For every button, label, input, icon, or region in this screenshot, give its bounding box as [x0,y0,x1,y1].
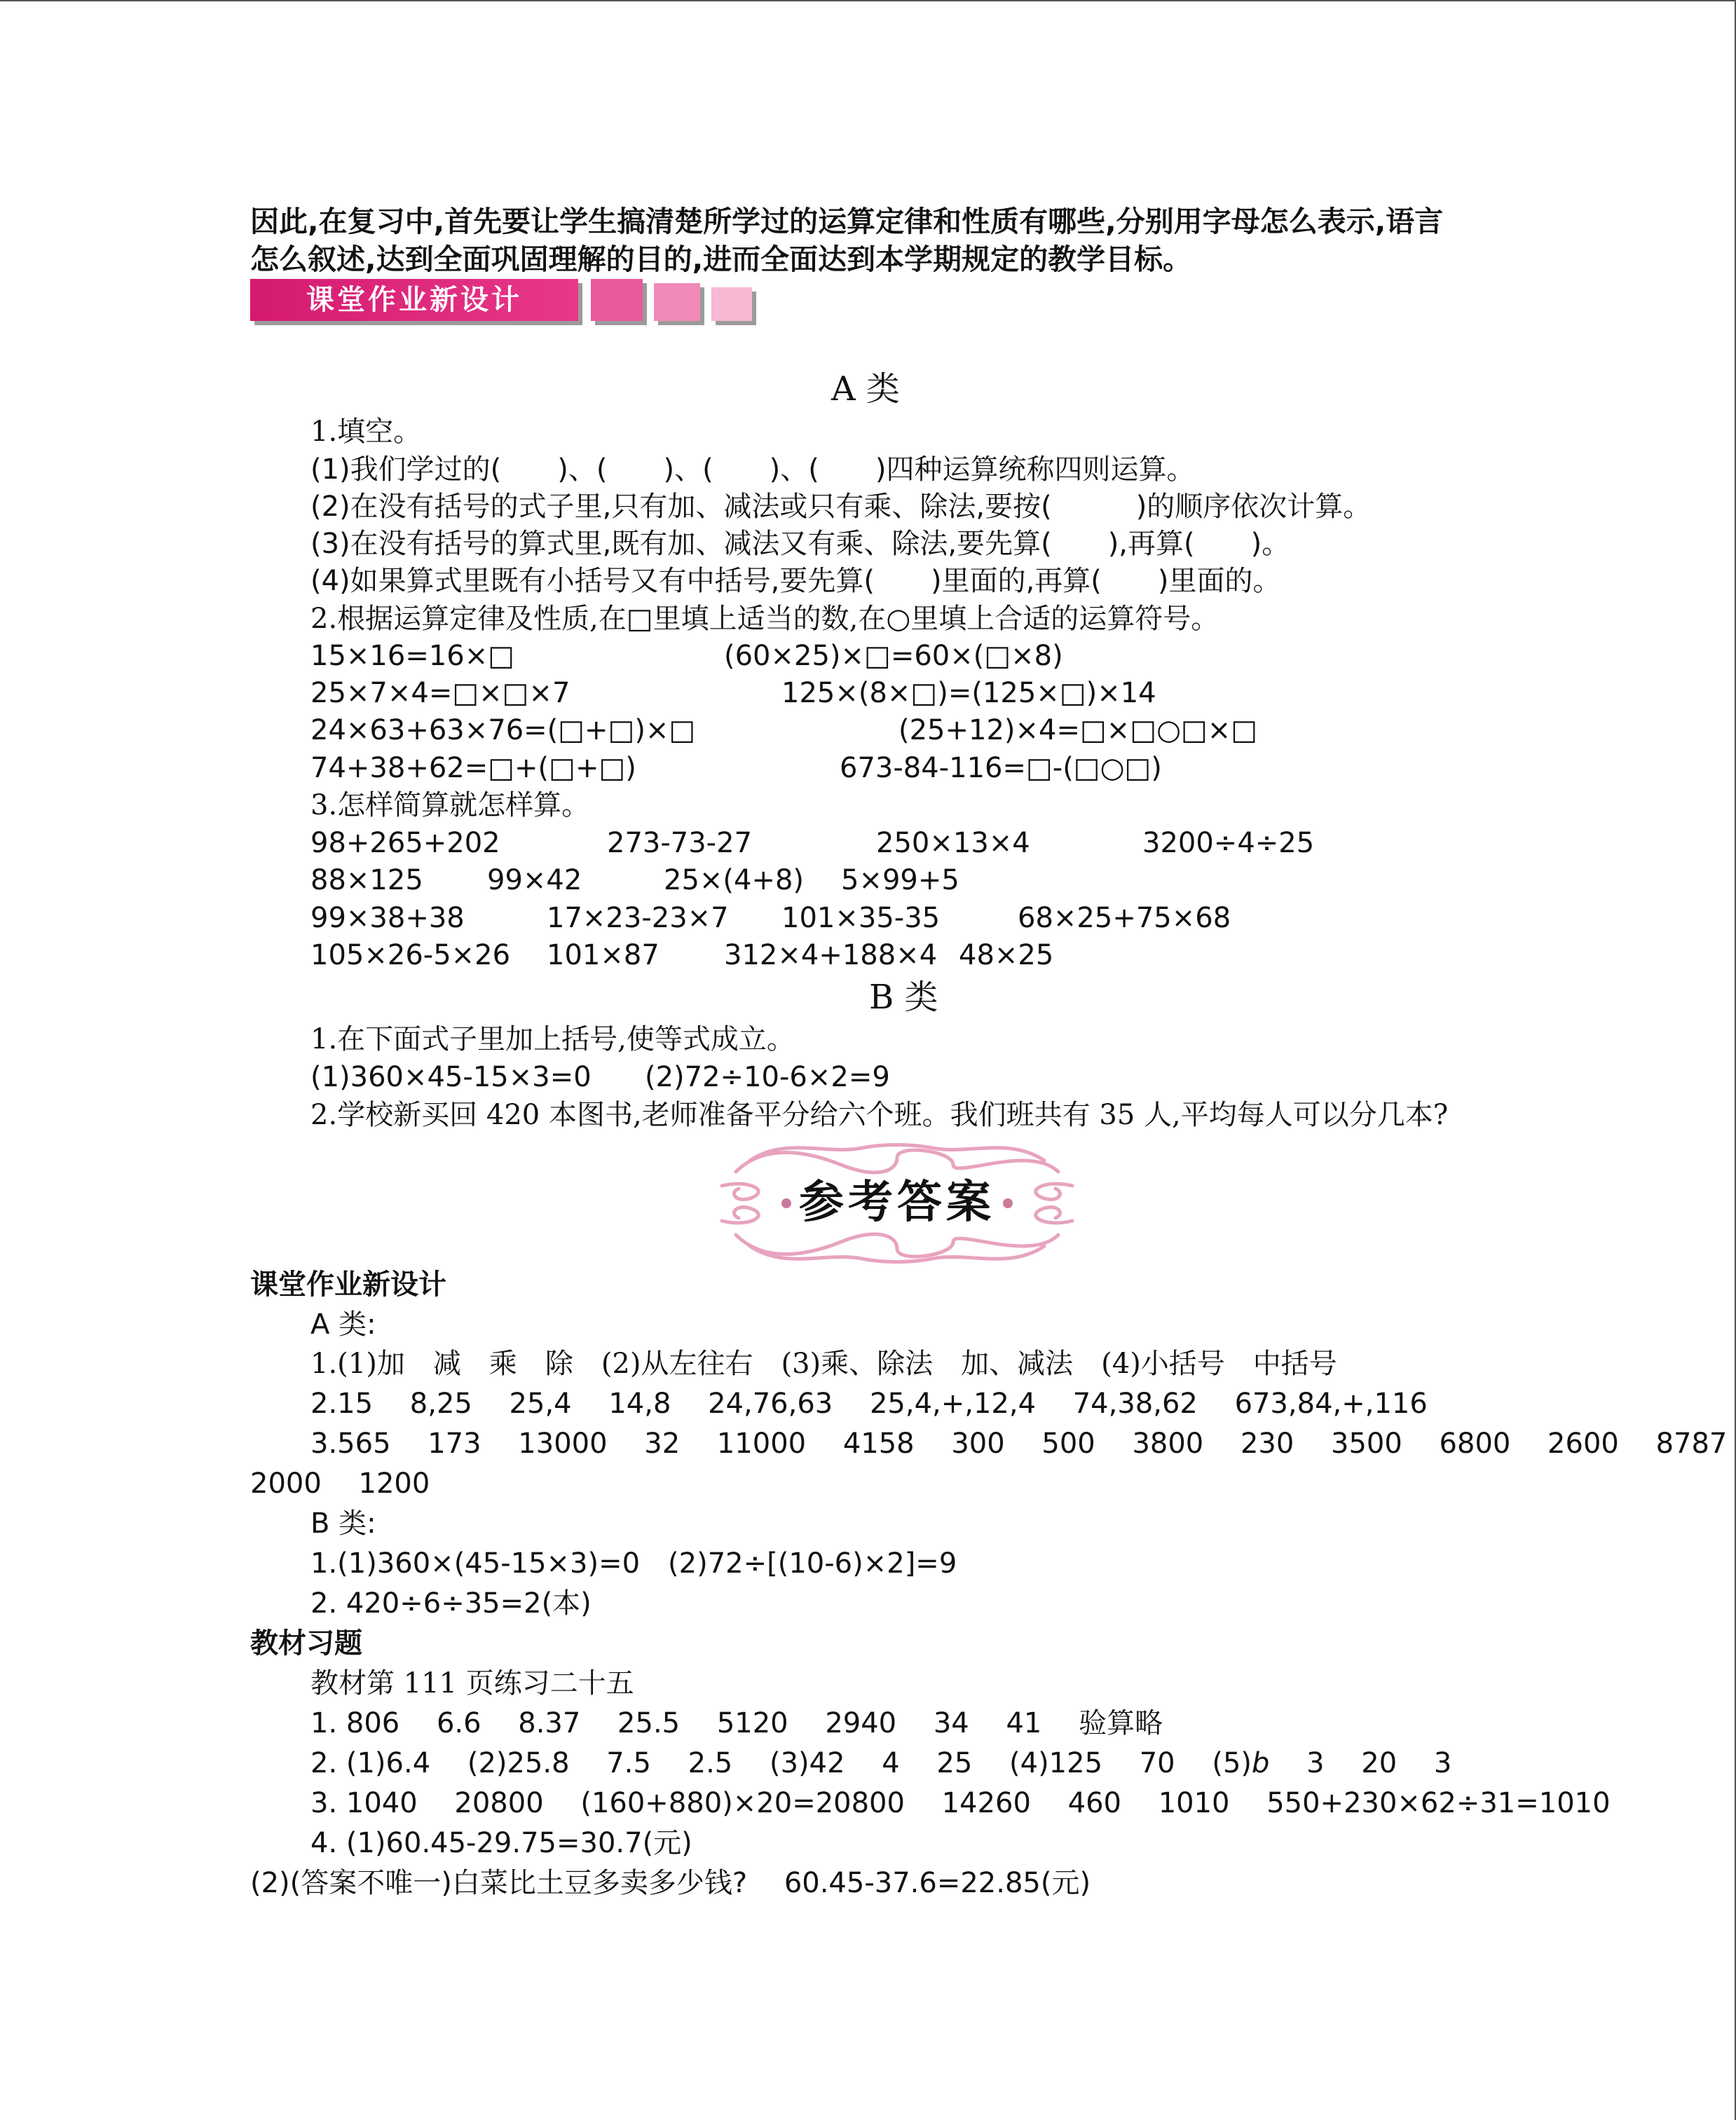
a-q3-expr: 99×38+38 [310,902,465,934]
a-q3-heading: 3.怎样简算就怎样算。 [310,789,590,821]
banner-square-1 [591,279,643,321]
a-q3-expr: 17×23-23×7 [547,902,729,934]
banner-square-3 [711,287,752,321]
a-q2-heading: 2.根据运算定律及性质,在□里填上适当的数,在○里填上合适的运算符号。 [310,603,1219,635]
answers-b2: 2. 420÷6÷35=2(本) [310,1587,592,1620]
a-q3-expr: 99×42 [487,864,582,896]
a-q3-expr: 273-73-27 [607,827,753,859]
banner-square-2 [654,283,700,321]
a-q2-left-2: 25×7×4=□×□×7 [310,677,570,709]
a-q3-expr: 98+265+202 [310,827,500,859]
a-q1-item-3: (3)在没有括号的算式里,既有加、减法又有乘、除法,要先算( ),再算( )。 [310,528,1290,560]
a-q3-expr: 5×99+5 [841,864,959,896]
answers-heading-2: 教材习题 [250,1627,362,1660]
answers-a-label: A 类: [310,1308,376,1341]
textbook-answer-2 [310,1745,1451,1782]
a-q1-item-4: (4)如果算式里既有小括号又有中括号,要先算( )里面的,再算( )里面的。 [310,565,1281,597]
answers-heading-1: 课堂作业新设计 [250,1268,446,1301]
a-q2-left-3: 24×63+63×76=(□+□)×□ [310,714,696,746]
a-q3-expr: 48×25 [959,939,1054,971]
textbook-answer-1: 1. 806 6.6 8.37 25.5 5120 2940 34 41 验算略 [310,1707,1163,1739]
answers-a3: 3.565 173 13000 32 11000 4158 300 500 3800 230 3500 6800 2600 8787 [310,1428,1728,1460]
intro-line-1: 因此,在复习中,首先要让学生搞清楚所学过的运算定律和性质有哪些,分别用字母怎么表示,语言 [250,205,1444,238]
a-q3-expr: 25×(4+8) [664,864,805,896]
textbook-page-ref: 教材第 111 页练习二十五 [310,1667,634,1700]
a-q2-right-2: 125×(8×□)=(125×□)×14 [781,677,1156,709]
a-q3-expr: 312×4+188×4 [724,939,938,971]
b-q2: 2.学校新买回 420 本图书,老师准备平分给六个班。我们班共有 35 人,平均每人可以分几本? [310,1099,1449,1131]
a-q2-right-4: 673-84-116=□-(□○□) [840,752,1162,784]
a-q3-expr: 105×26-5×26 [310,939,511,971]
answers-a1: 1.(1)加 减 乘 除 (2)从左往右 (3)乘、除法 加、减法 (4)小括号 中括号 [310,1348,1337,1380]
a-q3-expr: 88×125 [310,864,423,896]
answers-a3-continued: 2000 1200 [250,1468,430,1500]
answers-a2: 2.15 8,25 25,4 14,8 24,76,63 25,4,+,12,4 74,38,62 673,84,+,116 [310,1388,1428,1420]
a-q3-expr: 101×87 [547,939,659,971]
textbook-answer-4-continued: (2)(答案不唯一)白菜比土豆多卖多少钱? 60.45-37.6=22.85(元) [250,1867,1091,1899]
b-q1-item-2: (2)72÷10-6×2=9 [645,1061,890,1093]
a-q3-expr: 101×35-35 [781,902,941,934]
page-top-border [0,0,1736,1]
a-q2-left-1: 15×16=16×□ [310,640,515,672]
a-q1-item-2: (2)在没有括号的式子里,只有加、减法或只有乘、除法,要按( )的顺序依次计算。 [310,491,1372,523]
a-q3-expr: 68×25+75×68 [1018,902,1231,934]
a-q2-right-3: (25+12)×4=□×□○□×□ [898,714,1258,746]
answer-title: 参考答案 [799,1176,995,1229]
a-q3-expr: 250×13×4 [876,827,1030,859]
textbook-answer-4: 4. (1)60.45-29.75=30.7(元) [310,1827,692,1859]
answers-b-label: B 类: [310,1507,376,1540]
a-q1-item-1: (1)我们学过的( )、( )、( )、( )四种运算统称四则运算。 [310,453,1195,486]
textbook-answer-2-tail: 3 20 3 [1269,1747,1452,1779]
answers-b1: 1.(1)360×(45-15×3)=0 (2)72÷[(10-6)×2]=9 [310,1547,957,1580]
a-q3-expr: 3200÷4÷25 [1142,827,1315,859]
section-banner: 课堂作业新设计 [250,279,578,321]
b-q1-item-1: (1)360×45-15×3=0 [310,1061,592,1093]
section-b-title: B 类 [869,978,938,1017]
textbook-answer-3: 3. 1040 20800 (160+880)×20=20800 14260 460 1010 550+230×62÷31=1010 [310,1787,1611,1819]
a-q2-left-4: 74+38+62=□+(□+□) [310,752,636,784]
b-q1-heading: 1.在下面式子里加上括号,使等式成立。 [310,1023,795,1055]
a-q2-right-1: (60×25)×□=60×(□×8) [724,640,1063,672]
intro-line-2: 怎么叙述,达到全面巩固理解的目的,进而全面达到本学期规定的教学目标。 [250,242,1192,276]
variable-b: b [1252,1747,1270,1779]
a-q1-heading: 1.填空。 [310,416,422,448]
textbook-answer-2-main: 2. (1)6.4 (2)25.8 7.5 2.5 (3)42 4 25 (4)125 70 (5) [310,1747,1252,1779]
section-a-title: A 类 [831,369,900,409]
